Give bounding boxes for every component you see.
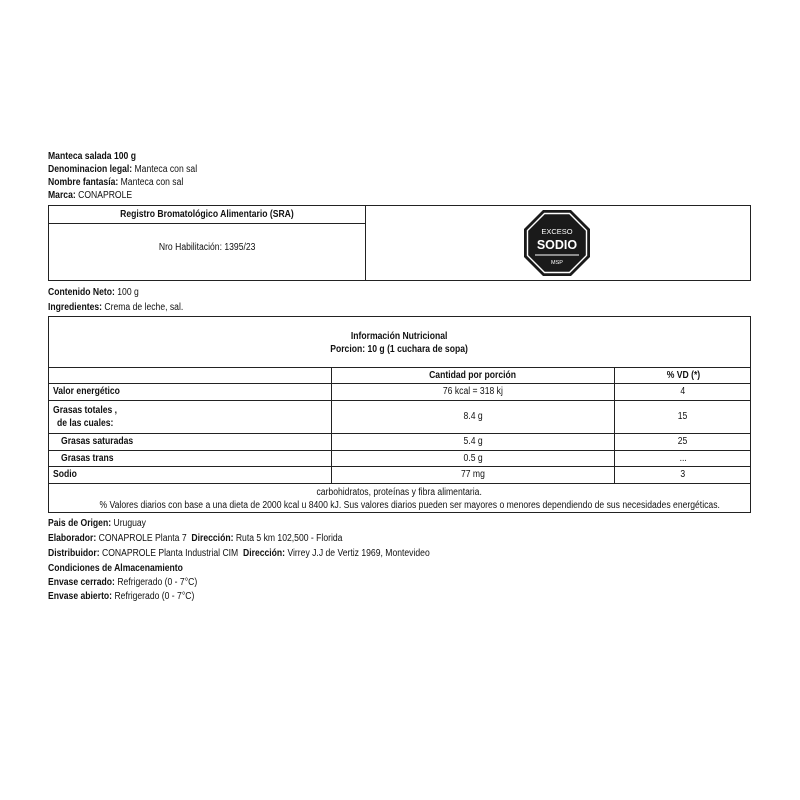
maker-address-label: Dirección: [191, 533, 234, 544]
row-saturated-fat-vd: 25 [678, 436, 688, 447]
row-trans-fat-vd: ... [679, 453, 687, 464]
exceso-sodio-seal-icon [523, 209, 591, 277]
row-sodium-name: Sodio [53, 469, 77, 480]
net-content-line [48, 287, 154, 299]
registry-header: Registro Bromatológico Alimentario (SRA) [49, 206, 365, 224]
nutrition-title: Información Nutricional [351, 331, 448, 342]
nutrition-table [48, 316, 751, 513]
storage-closed-label: Envase cerrado: [48, 577, 115, 588]
storage-open-line [48, 591, 218, 603]
product-title-line [48, 151, 150, 163]
origin-country-label: Pais de Origen: [48, 518, 112, 529]
registry-left-cell [49, 206, 366, 280]
maker-line [48, 533, 390, 545]
footnote-carbs: carbohidratos, proteínas y fibra alimentaria. [316, 487, 483, 498]
legal-name-value: Manteca con sal [132, 164, 198, 175]
nutrition-title-block [49, 330, 750, 356]
net-content-label: Contenido Neto: [48, 287, 115, 298]
fantasy-name-line [48, 177, 205, 189]
ingredients-line [48, 302, 205, 314]
maker-label: Elaborador: [48, 533, 97, 544]
nutrition-portion: Porcion: 10 g (1 cuchara de sopa) [330, 344, 469, 355]
brand-value: CONAPROLE [75, 190, 133, 201]
row-total-fat-subtitle: de las cuales: [57, 418, 114, 429]
net-content-value: 100 g [114, 287, 139, 298]
row-energy-vd: 4 [680, 386, 686, 397]
fantasy-name-label: Nombre fantasía: [48, 177, 119, 188]
distributor-line [48, 548, 492, 560]
col-amount-header: Cantidad por porción [429, 370, 517, 381]
legal-name-label: Denominacion legal: [48, 164, 133, 175]
row-total-fat-vd: 15 [678, 411, 688, 422]
seal-line1: EXCESO [541, 227, 573, 236]
row-saturated-fat-amount: 5.4 g [463, 436, 483, 447]
storage-closed-line [48, 577, 222, 589]
distributor-value: CONAPROLE Planta Industrial CIM [99, 548, 239, 559]
fantasy-name-value: Manteca con sal [118, 177, 184, 188]
product-title: Manteca salada 100 g [48, 151, 136, 162]
storage-title: Condiciones de Almacenamiento [48, 563, 183, 574]
row-total-fat-amount: 8.4 g [463, 411, 483, 422]
maker-value: CONAPROLE Planta 7 [96, 533, 187, 544]
row-trans-fat-amount: 0.5 g [463, 453, 483, 464]
row-saturated-fat-name: Grasas saturadas [61, 436, 134, 447]
footnote-vd: % Valores diarios con base a una dieta de 2000 kcal u 8400 kJ. Sus valores diarios pueden ser mayores o menores dependiendo de sus necesidades energéticas. [99, 500, 720, 511]
distributor-address-value: Virrey J.J de Vertiz 1969, Montevideo [285, 548, 430, 559]
seal-line2: SODIO [536, 238, 578, 252]
row-total-fat-name: Grasas totales , [53, 405, 118, 416]
maker-address-value: Ruta 5 km 102,500 - Florida [233, 533, 343, 544]
origin-country-line [48, 518, 162, 530]
seal-line3: MSP [551, 260, 563, 266]
registry-habilitation: Nro Habilitación: 1395/23 [158, 242, 256, 253]
storage-open-label: Envase abierto: [48, 591, 113, 602]
col-vd-header: % VD (*) [666, 370, 700, 381]
ingredients-value: Crema de leche, sal. [102, 302, 184, 313]
origin-country-value: Uruguay [111, 518, 146, 529]
registry-box [48, 205, 751, 281]
ingredients-label: Ingredientes: [48, 302, 103, 313]
storage-title-line [48, 563, 205, 575]
row-energy-name: Valor energético [53, 386, 120, 397]
row-trans-fat-name: Grasas trans [61, 453, 114, 464]
brand-line [48, 190, 146, 202]
row-sodium-vd: 3 [680, 469, 686, 480]
legal-name-line [48, 164, 221, 176]
storage-closed-value: Refrigerado (0 - 7°C) [114, 577, 198, 588]
brand-label: Marca: [48, 190, 76, 201]
distributor-label: Distribuidor: [48, 548, 100, 559]
row-sodium-amount: 77 mg [461, 469, 485, 480]
storage-open-value: Refrigerado (0 - 7°C) [112, 591, 195, 602]
row-energy-amount: 76 kcal = 318 kj [442, 386, 503, 397]
distributor-address-label: Dirección: [242, 548, 286, 559]
